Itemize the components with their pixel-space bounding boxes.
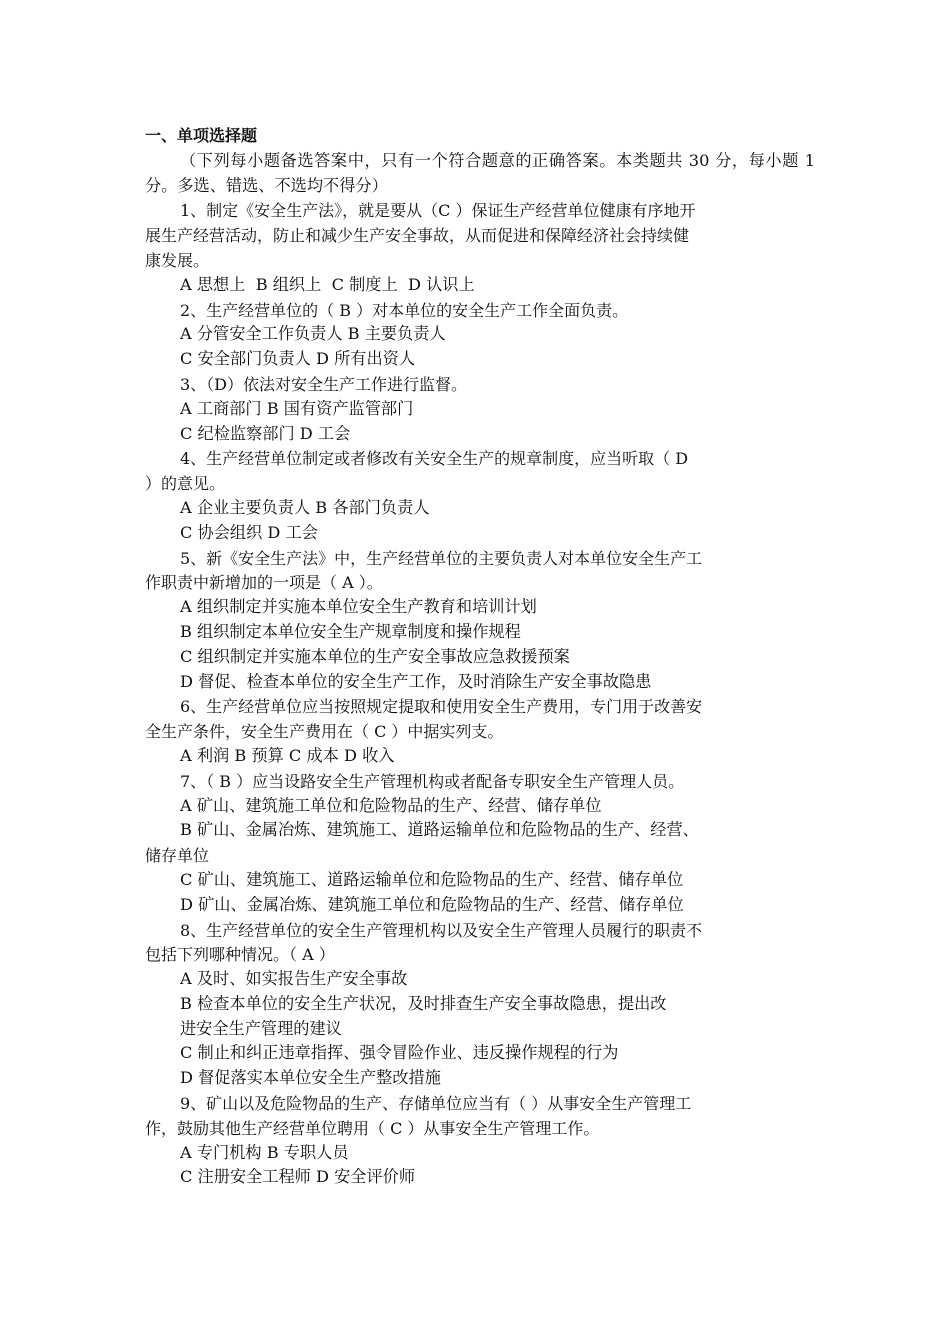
question-option: A 分管安全工作负责人 B 主要负责人 xyxy=(180,324,446,344)
question-text-line: 作职责中新增加的一项是（ A ）。 xyxy=(145,573,383,593)
document-page xyxy=(145,124,815,1190)
question-option: D 矿山、金属冶炼、建筑施工单位和危险物品的生产、经营、储存单位 xyxy=(180,894,684,914)
question-option: A 工商部门 B 国有资产监管部门 xyxy=(180,398,414,418)
question-text-line: 作，鼓励其他生产经营单位聘用（ C ）从事安全生产管理工作。 xyxy=(145,1118,600,1138)
question-option: C 组织制定并实施本单位的生产安全事故应急救援预案 xyxy=(180,646,570,666)
question-text-line: 4、生产经营单位制定或者修改有关安全生产的规章制度，应当听取（ D xyxy=(180,449,689,469)
question-option: B 组织制定本单位安全生产规章制度和操作规程 xyxy=(180,621,521,641)
question-option: A 思想上 B 组织上 C 制度上 D 认识上 xyxy=(180,274,475,294)
question-option: A 组织制定并实施本单位安全生产教育和培训计划 xyxy=(180,597,537,617)
question-6 xyxy=(145,694,815,768)
question-text-line: 展生产经营活动，防止和减少生产安全事故，从而促进和保障经济社会持续健 xyxy=(145,226,690,246)
question-option: A 及时、如实报告生产安全事故 xyxy=(180,969,408,989)
question-option: D 督促落实本单位安全生产整改措施 xyxy=(180,1068,441,1088)
question-text-line: 8、生产经营单位的安全生产管理机构以及安全生产管理人员履行的职责不 xyxy=(180,920,703,940)
question-option: B 矿山、金属冶炼、建筑施工、道路运输单位和危险物品的生产、经营、 xyxy=(180,820,699,840)
question-text-line: 1、制定《安全生产法》，就是要从（C ）保证生产经营单位健康有序地开 xyxy=(180,201,696,221)
question-option: A 专门机构 B 专职人员 xyxy=(180,1142,349,1162)
section-instruction: （下列每小题备选答案中，只有一个符合题意的正确答案。本类题共 30 分，每小题 1 分。多选、错选、不选均不得分） xyxy=(145,150,815,195)
question-option: A 企业主要负责人 B 各部门负责人 xyxy=(180,497,430,517)
question-option-continuation: 进安全生产管理的建议 xyxy=(180,1018,342,1038)
question-text-line: 9、矿山以及危险物品的生产、存储单位应当有（ ）从事安全生产管理工 xyxy=(180,1094,692,1114)
question-option-continuation: 储存单位 xyxy=(145,846,210,866)
section-title: 一、单项选择题 xyxy=(145,126,258,145)
question-9 xyxy=(145,1091,815,1190)
question-text-line: ）的意见。 xyxy=(145,474,226,494)
question-option: A 矿山、建筑施工单位和危险物品的生产、经营、储存单位 xyxy=(180,795,602,815)
question-5 xyxy=(145,546,815,695)
question-text-line: 包括下列哪种情况。（ A ） xyxy=(145,945,335,965)
question-text-line: 3、（D）依法对安全生产工作进行监督。 xyxy=(180,374,468,394)
question-text-line: 7、（ B ）应当设路安全生产管理机构或者配备专职安全生产管理人员。 xyxy=(180,771,685,791)
question-1 xyxy=(145,198,815,297)
question-option: C 制止和纠正违章指挥、强令冒险作业、违反操作规程的行为 xyxy=(180,1043,619,1063)
question-option: C 安全部门负责人 D 所有出资人 xyxy=(180,349,416,369)
question-text-line: 6、生产经营单位应当按照规定提取和使用安全生产费用，专门用于改善安 xyxy=(180,697,703,717)
question-4 xyxy=(145,446,815,545)
question-7 xyxy=(145,769,815,918)
question-option: C 协会组织 D 工会 xyxy=(180,522,318,542)
question-2 xyxy=(145,298,815,372)
question-text-line: 5、新《安全生产法》中，生产经营单位的主要负责人对本单位安全生产工 xyxy=(180,548,703,568)
question-option: C 纪检监察部门 D 工会 xyxy=(180,423,351,443)
question-3 xyxy=(145,372,815,446)
question-text-line: 2、生产经营单位的（ B ）对本单位的安全生产工作全面负责。 xyxy=(180,300,629,320)
question-8 xyxy=(145,918,815,1092)
question-option: D 督促、检查本单位的安全生产工作，及时消除生产安全事故隐患 xyxy=(180,671,652,691)
question-option: C 注册安全工程师 D 安全评价师 xyxy=(180,1167,416,1187)
question-text-line: 全生产条件，安全生产费用在（ C ）中据实列支。 xyxy=(145,722,504,742)
question-text-line: 康发展。 xyxy=(145,250,210,270)
question-option: B 检查本单位的安全生产状况，及时排查生产安全事故隐患，提出改 xyxy=(180,993,667,1013)
question-option: C 矿山、建筑施工、道路运输单位和危险物品的生产、经营、储存单位 xyxy=(180,869,684,889)
question-option: A 利润 B 预算 C 成本 D 收入 xyxy=(180,745,395,765)
